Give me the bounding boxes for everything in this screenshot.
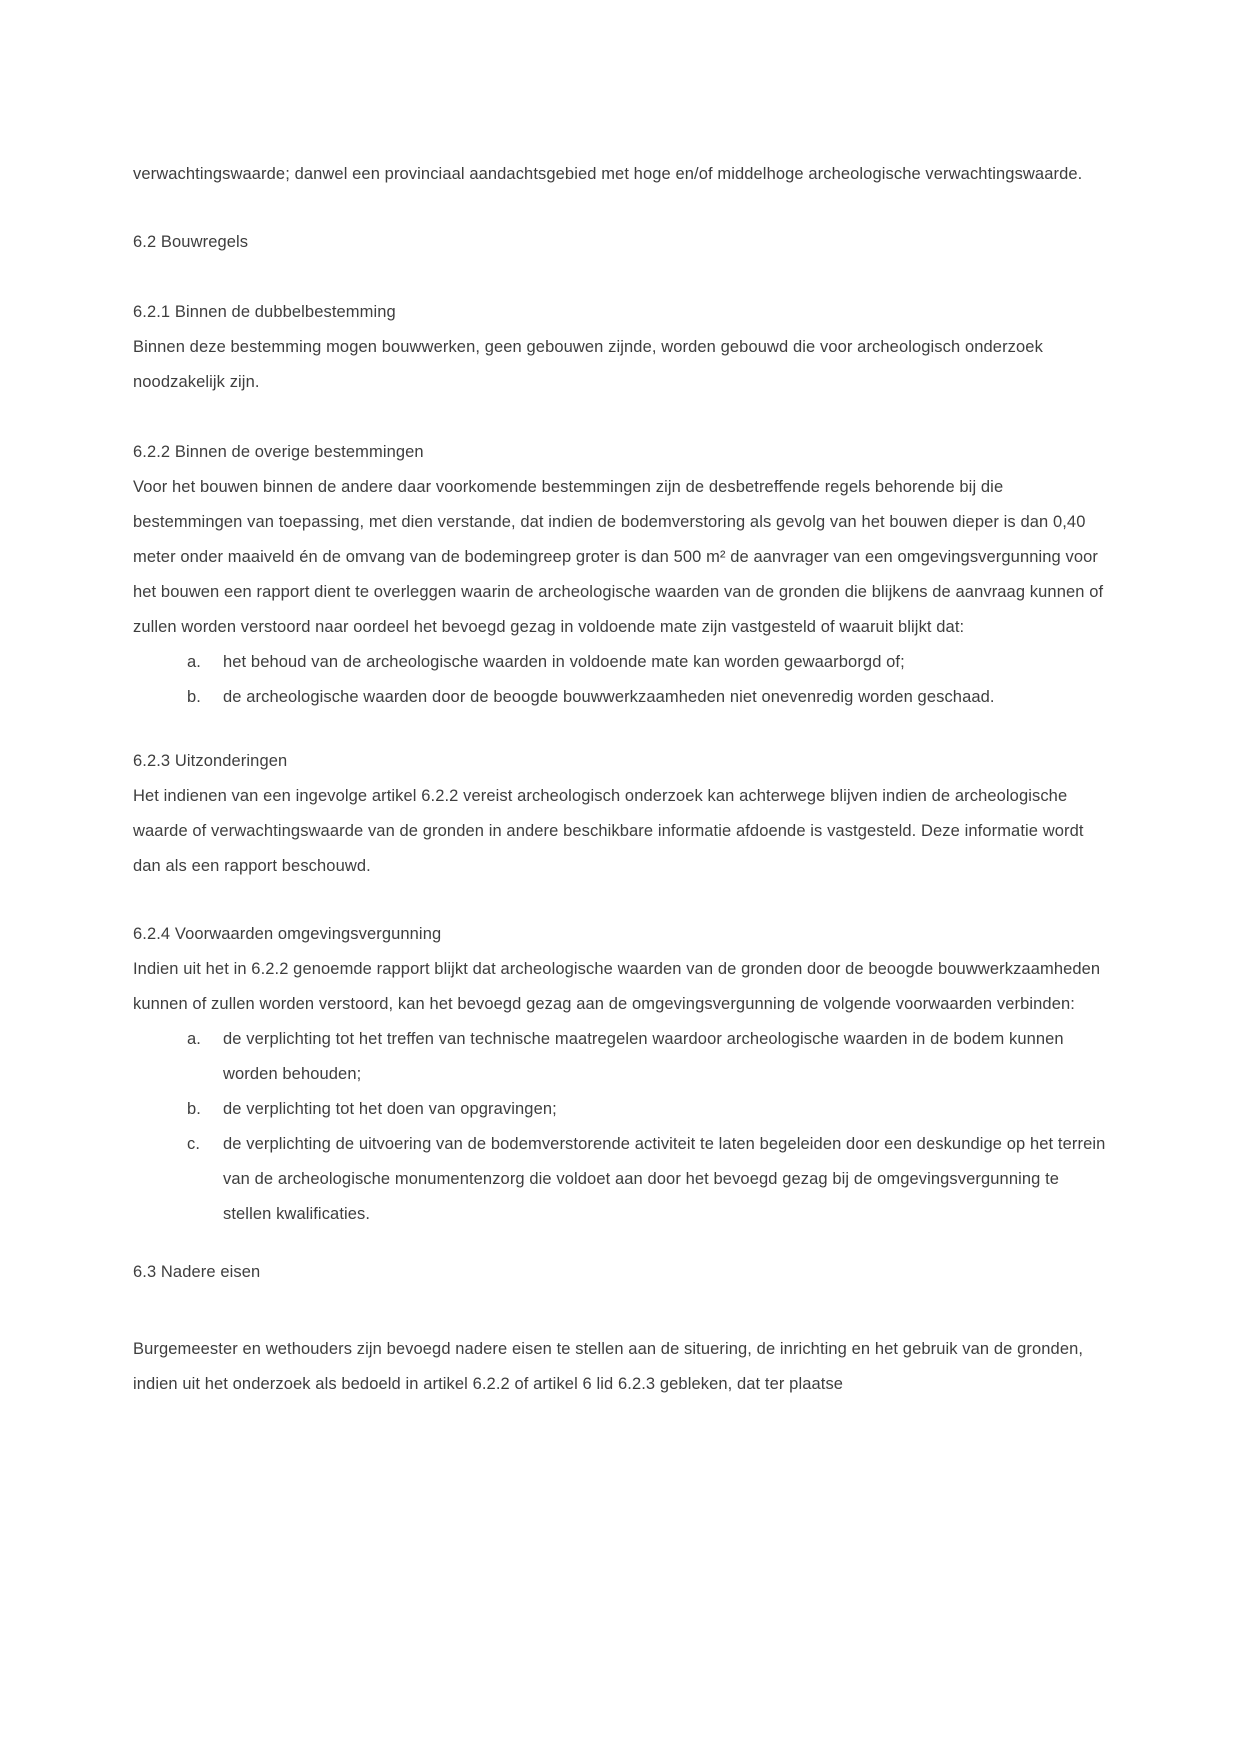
list-item (133, 1022, 1111, 1092)
list-item-text: de verplichting tot het doen van opgravingen; (223, 1100, 557, 1118)
intro-paragraph: verwachtingswaarde; danwel een provinciaal aandachtsgebied met hoge en/of middelhoge archeologische verwachtingswaarde. (133, 165, 1083, 183)
list-marker: b. (187, 1100, 201, 1118)
list-marker: a. (187, 653, 201, 671)
subsection-6-2-3 (133, 744, 1111, 884)
list-item-text: de archeologische waarden door de beoogde bouwwerkzaamheden niet onevenredig worden geschaad. (223, 688, 995, 706)
subsection-body-6-2-1: Binnen deze bestemming mogen bouwwerken, geen gebouwen zijnde, worden gebouwd die voor archeologisch onderzoek noodzakelijk zijn. (133, 338, 1043, 391)
subsection-body-6-2-2: Voor het bouwen binnen de andere daar voorkomende bestemmingen zijn de desbetreffende regels behorende bij die bestemmingen van toepassing, met dien verstande, dat indien de bodemverstoring als gevolg van het bouwen dieper is dan 0,40 meter onder maaiveld én de omvang van de bodemingreep groter is dan 500 m² de aanvrager van een omgevingsvergunning voor het bouwen een rapport dient te overleggen waarin de archeologische waarden van de gronden die blijkens de aanvraag kunnen of zullen worden verstoord naar oordeel het bevoegd gezag in voldoende mate zijn vastgesteld of waaruit blijkt dat: (133, 478, 1104, 636)
subsection-body-6-2-3: Het indienen van een ingevolge artikel 6.2.2 vereist archeologisch onderzoek kan achterwege blijven indien de archeologische waarde of verwachtingswaarde van de gronden in andere beschikbare informatie afdoende is vastgesteld. Deze informatie wordt dan als een rapport beschouwd. (133, 787, 1084, 875)
subsection-6-2-2 (133, 435, 1111, 645)
list-marker: b. (187, 688, 201, 706)
list-item (133, 1127, 1111, 1232)
list-item (133, 680, 1111, 715)
lettered-list-6-2-2 (133, 645, 1111, 715)
subsection-6-2-4 (133, 917, 1111, 1022)
list-marker: c. (187, 1135, 201, 1153)
subsection-6-2-1 (133, 295, 1111, 400)
section-body-6-3: Burgemeester en wethouders zijn bevoegd nadere eisen te stellen aan de situering, de inrichting en het gebruik van de gronden, indien uit het onderzoek als bedoeld in artikel 6.2.2 of artikel 6 lid 6.2.3 gebleken, dat ter plaatse (133, 1340, 1084, 1393)
subsection-heading-6-2-2: 6.2.2 Binnen de overige bestemmingen (133, 443, 424, 461)
subsection-body-6-2-4: Indien uit het in 6.2.2 genoemde rapport blijkt dat archeologische waarden van de gronden door de beoogde bouwwerkzaamheden kunnen of zullen worden verstoord, kan het bevoegd gezag aan de omgevingsvergunning de volgende voorwaarden verbinden: (133, 960, 1101, 1013)
section-heading-6-3: 6.3 Nadere eisen (133, 1263, 261, 1281)
lettered-list-6-2-4 (133, 1022, 1111, 1232)
subsection-heading-6-2-3: 6.2.3 Uitzonderingen (133, 752, 288, 770)
section-heading-6-2: 6.2 Bouwregels (133, 233, 249, 251)
list-item-text: de verplichting tot het treffen van technische maatregelen waardoor archeologische waarden in de bodem kunnen worden behouden; (223, 1030, 1064, 1083)
list-item-text: de verplichting de uitvoering van de bodemverstorende activiteit te laten begeleiden door een deskundige op het terrein van de archeologische monumentenzorg die voldoet aan door het bevoegd gezag bij de omgevingsvergunning te stellen kwalificaties. (223, 1135, 1106, 1223)
list-item-text: het behoud van de archeologische waarden in voldoende mate kan worden gewaarborgd of; (223, 653, 905, 671)
list-item (133, 645, 1111, 680)
list-marker: a. (187, 1030, 201, 1048)
list-item (133, 1092, 1111, 1127)
subsection-heading-6-2-4: 6.2.4 Voorwaarden omgevingsvergunning (133, 925, 442, 943)
subsection-heading-6-2-1: 6.2.1 Binnen de dubbelbestemming (133, 303, 396, 321)
